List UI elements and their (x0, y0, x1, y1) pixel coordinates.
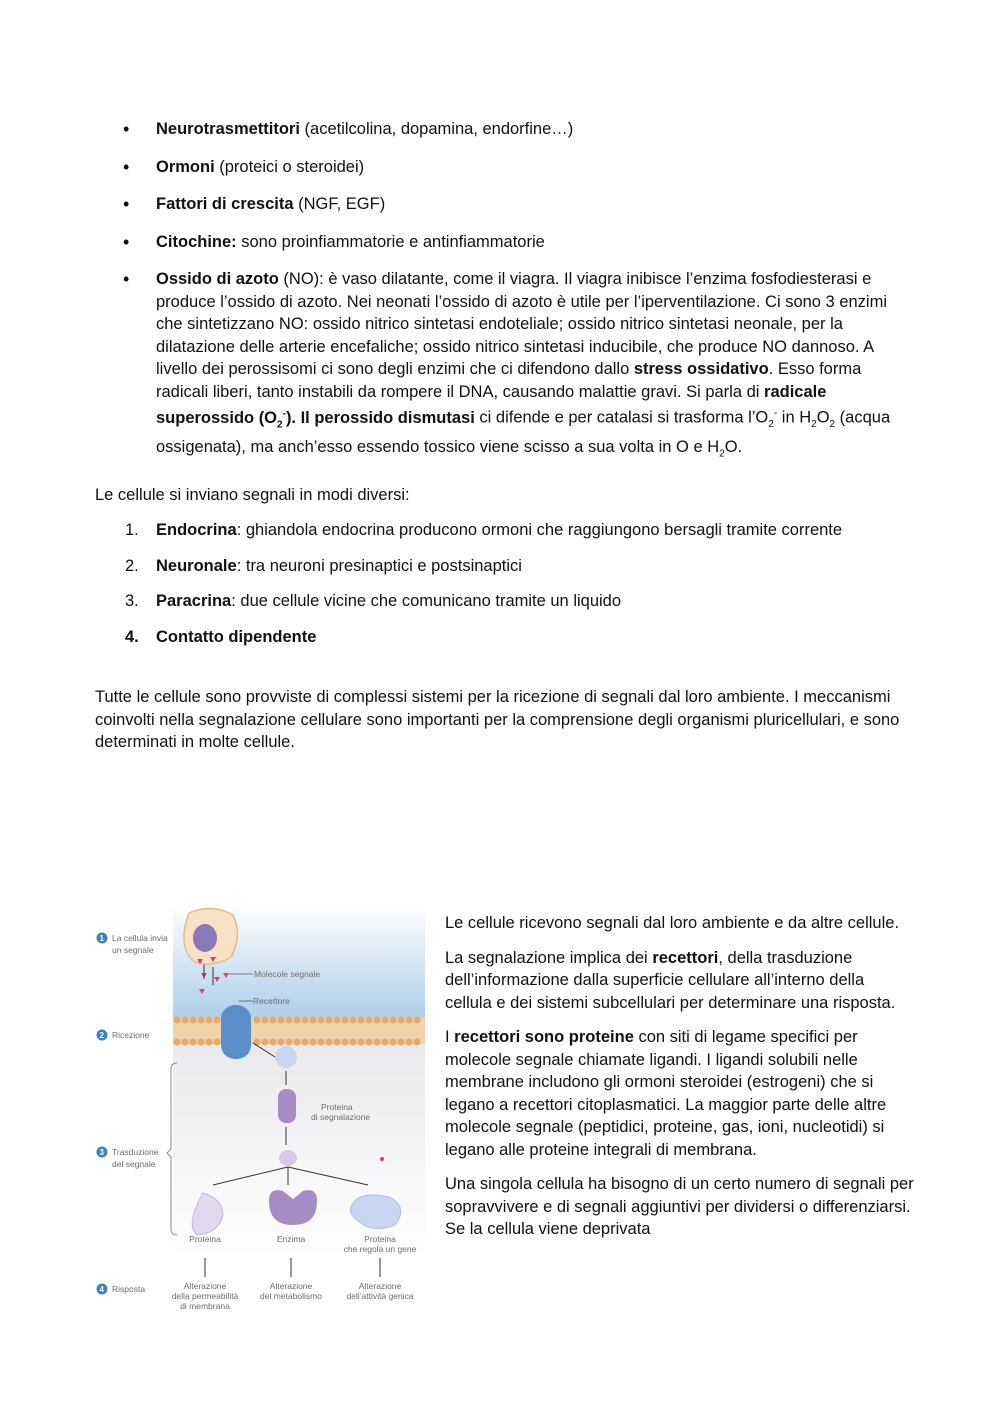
step-label (97, 933, 169, 956)
label-response-permeability: Alterazione (183, 1281, 227, 1291)
summary-paragraph: Tutte le cellule sono provviste di complessi sistemi per la ricezione di segnali dal loro ambiente. I meccanismi coinvolti nella segnalazione cellulare sono importanti per la comprensione degli organismi pluricellulari, e sono determinati in molte cellule. (95, 688, 900, 751)
list-item: • Neurotrasmettitori (acetilcolina, dopamina, endorfine…) (123, 119, 574, 139)
svg-text:4: 4 (99, 1285, 104, 1294)
paragraph: Le cellule ricevono segnali dal loro ambiente e da altre cellule. (445, 914, 900, 932)
svg-text:2: 2 (99, 1031, 104, 1040)
svg-text:di segnalazione: di segnalazione (311, 1112, 371, 1122)
right-column-text (445, 912, 915, 1253)
svg-text:1: 1 (99, 934, 104, 943)
bullet-list (95, 118, 915, 481)
list-item-nitric-oxide: • Ossido di azoto (NO): è vaso dilatante, come il viagra. Il viagra inibisce l’enzima fosfodiesterasi e produce l’ossido di azoto. Nei neonati l’ossido di azoto è utile per l’iperventilazione. Ci sono 3 enzimi che sintetizzano NO: ossido nitrico sintetasi endoteliale; ossido nitrico sintetasi neonale, per la dilatazione delle arterie encefaliche; ossido nitrico sintetasi inducibile, che produce NO dannoso. A livello dei perossisomi ci sono degli enzimi che ci difendono dallo stress ossidativo. Esso forma radicali liberi, tanto instabili da rompere il DNA, causando malattie gravi. Si parla di radicale superossido $(O_2^-)$. Il perossido dismutasi ci difende e per catalasi si trasforma $l’O_2^-$ in $H_2O_2$ (acqua ossigenata), ma anch’esso essendo tossico viene scisso a sua volta in O e $H_2O$. (123, 269, 891, 460)
list-item: 3. Paracrina: due cellule vicine che comunicano tramite un liquido (125, 592, 622, 610)
membrane (173, 1017, 425, 1046)
svg-text:un segnale: un segnale (112, 945, 154, 955)
list-item: 2. Neuronale: tra neuroni presinaptici e postsinaptici (125, 556, 522, 575)
bullet-icon: • (123, 194, 130, 214)
signaling-protein (278, 1089, 296, 1123)
activated-protein (275, 1046, 297, 1068)
paragraph: La segnalazione implica dei recettori, della trasduzione dell’informazione dalla superficie cellulare all’interno della cellula e dei sistemi subcellulari per determinare una risposta. (445, 948, 896, 1012)
label-enzima: Enzima (276, 1234, 306, 1244)
paragraph: Una singola cellula ha bisogno di un certo numero di segnali per sopravvivere e di segnali aggiuntivi per dividersi o differenziarsi. Se la cellula viene deprivata (445, 1175, 914, 1238)
paragraph: I recettori sono proteine con siti di legame specifici per molecole segnale chiamate ligandi. I ligandi solubili nelle membrane includono gli ormoni steroidei (estrogeni) che si legano a recettori citoplasmatici. La maggior parte delle altre molecole segnale (peptidici, proteine, gas, ioni, nucleotidi) si legano alle proteine integrali di membrana. (445, 1028, 887, 1159)
svg-text:Trasduzione: Trasduzione (112, 1147, 159, 1157)
receptor (221, 1005, 251, 1059)
label-molecole-segnale: Molecole segnale (254, 969, 321, 979)
label-proteina-segnalazione: Proteina (321, 1102, 353, 1112)
cell-signaling-figure (93, 905, 433, 1320)
svg-text:del segnale: del segnale (112, 1159, 156, 1169)
intro-signals: Le cellule si inviano segnali in modi diversi: (95, 486, 410, 504)
svg-text:della permeabilità: della permeabilità (171, 1291, 239, 1301)
bullet-icon: • (123, 119, 130, 139)
step-label (97, 1284, 146, 1295)
svg-text:3: 3 (99, 1148, 104, 1157)
step-label (97, 1147, 159, 1170)
nucleus (193, 924, 217, 952)
svg-text:Risposta: Risposta (112, 1284, 146, 1294)
bullet-icon: • (123, 269, 130, 289)
signal-relay (279, 1150, 297, 1166)
label-proteina: Proteina (189, 1234, 221, 1244)
svg-text:La cellula invia: La cellula invia (112, 933, 168, 943)
label-response-gene: Alterazione (358, 1281, 402, 1291)
svg-text:del metabolismo: del metabolismo (260, 1291, 322, 1301)
bullet-icon: • (123, 231, 130, 252)
label-proteina-gene: Proteina (364, 1234, 396, 1244)
svg-text:dell’attività genica: dell’attività genica (346, 1291, 414, 1301)
label-response-metabolism: Alterazione (269, 1281, 313, 1291)
label-recettore: Recettore (253, 996, 290, 1006)
list-item: • Fattori di crescita (NGF, EGF) (123, 194, 386, 214)
bullet-icon: • (123, 156, 130, 177)
step-label (97, 1030, 150, 1041)
svg-text:Ricezione: Ricezione (112, 1030, 150, 1040)
list-item: 1. Endocrina: ghiandola endocrina producono ormoni che raggiungono bersagli tramite corrente (125, 521, 843, 539)
svg-text:che regola un gene: che regola un gene (343, 1244, 417, 1254)
svg-text:di membrana: di membrana (180, 1301, 230, 1311)
list-item: • Citochine: sono proinfiammatorie e antinfiammatorie (123, 231, 545, 252)
numbered-list (95, 519, 915, 661)
list-item: • Ormoni (proteici o steroidei) (123, 156, 365, 177)
list-item: 4. Contatto dipendente (125, 627, 317, 646)
